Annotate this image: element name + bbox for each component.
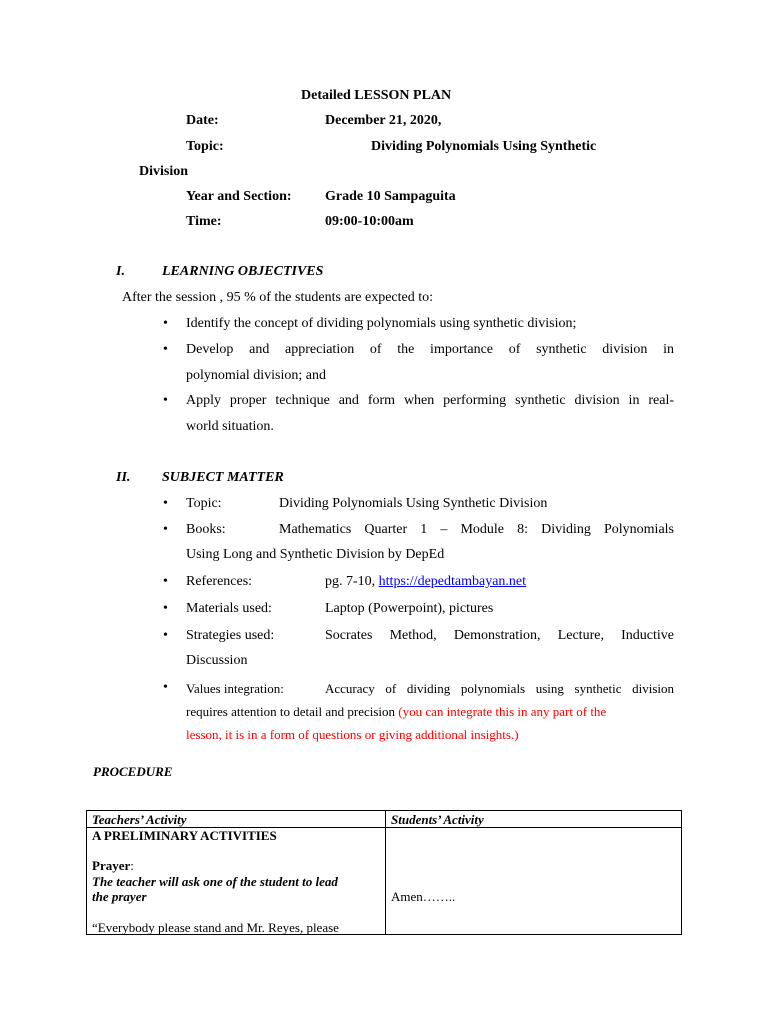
bullet-icon: • — [163, 316, 168, 331]
procedure-table — [86, 810, 682, 935]
bullet-icon: • — [163, 496, 168, 511]
bullet-icon: • — [163, 601, 168, 616]
bullet-icon: • — [163, 393, 168, 408]
sm-references-pages: pg. 7-10, — [325, 574, 379, 589]
bullet-icon: • — [163, 574, 168, 589]
objective-item-1: Identify the concept of dividing polynomials using synthetic division; — [186, 316, 577, 331]
procedure-heading: PROCEDURE — [93, 764, 173, 779]
sm-topic-value: Dividing Polynomials Using Synthetic Division — [279, 496, 548, 511]
objective-item-2-cont: polynomial division; and — [186, 368, 326, 383]
sm-topic-label: Topic: — [186, 496, 222, 511]
sm-values-label: Values integration: — [186, 681, 284, 696]
bullet-icon: • — [163, 628, 168, 643]
values-note-part1: (you can integrate this in any part of the — [398, 704, 607, 719]
sm-references-label: References: — [186, 574, 253, 589]
time-label: Time: — [186, 214, 222, 229]
teacher-instruction-line2: the prayer — [92, 889, 147, 904]
sm-materials-value: Laptop (Powerpoint), pictures — [325, 601, 494, 616]
year-section-label: Year and Section: — [186, 189, 292, 204]
topic-value: Dividing Polynomials Using Synthetic — [371, 139, 597, 154]
table-column-divider — [385, 811, 386, 934]
col-header-students: Students’ Activity — [391, 812, 484, 827]
references-link[interactable]: https://depedtambayan.net — [378, 574, 527, 589]
objective-item-2: Develop and appreciation of the importance of synthetic division in — [186, 342, 674, 357]
sm-books-value-cont: Using Long and Synthetic Division by DepEd — [186, 547, 445, 562]
sm-strategies-value: Socrates Method, Demonstration, Lecture, Inductive — [325, 628, 674, 643]
time-value: 09:00-10:00am — [325, 214, 414, 229]
sm-books-value: Mathematics Quarter 1 – Module 8: Dividing Polynomials — [279, 522, 674, 537]
objectives-intro: After the session , 95 % of the students are expected to: — [122, 290, 434, 305]
sm-books-label: Books: — [186, 522, 226, 537]
objectives-heading: LEARNING OBJECTIVES — [162, 264, 324, 279]
prayer-row — [92, 858, 134, 874]
sm-materials-label: Materials used: — [186, 601, 272, 616]
values-note-part2: lesson, it is in a form of questions or giving additional insights.) — [186, 727, 519, 742]
sm-values-line2 — [186, 704, 606, 720]
bullet-icon: • — [163, 522, 168, 537]
topic-value-continued: Division — [139, 164, 189, 179]
objectives-numeral: I. — [116, 264, 125, 279]
prayer-label: Prayer — [92, 858, 131, 873]
document-title: Detailed LESSON PLAN — [301, 88, 452, 103]
year-section-value: Grade 10 Sampaguita — [325, 189, 456, 204]
bullet-icon: • — [163, 680, 168, 695]
subject-matter-numeral: II. — [116, 470, 131, 485]
subject-matter-heading: SUBJECT MATTER — [162, 470, 284, 485]
teacher-quote: “Everybody please stand and Mr. Reyes, please — [92, 920, 339, 935]
date-label: Date: — [186, 113, 219, 128]
section-preliminary: A PRELIMINARY ACTIVITIES — [92, 828, 277, 843]
sm-references-value — [325, 574, 526, 590]
bullet-icon: • — [163, 342, 168, 357]
sm-strategies-label: Strategies used: — [186, 628, 275, 643]
sm-strategies-value-cont: Discussion — [186, 653, 248, 668]
teacher-instruction-line1: The teacher will ask one of the student to lead — [92, 874, 338, 889]
topic-label: Topic: — [186, 139, 224, 154]
sm-values-value: Accuracy of dividing polynomials using synthetic division — [325, 681, 674, 696]
prayer-colon: : — [130, 858, 134, 873]
objective-item-3-cont: world situation. — [186, 419, 274, 434]
date-value: December 21, 2020, — [325, 113, 442, 128]
sm-values-value-cont: requires attention to detail and precision — [186, 704, 399, 719]
col-header-teachers: Teachers’ Activity — [92, 812, 187, 827]
objective-item-3: Apply proper technique and form when performing synthetic division in real- — [186, 393, 674, 408]
student-response: Amen…….. — [391, 889, 456, 904]
